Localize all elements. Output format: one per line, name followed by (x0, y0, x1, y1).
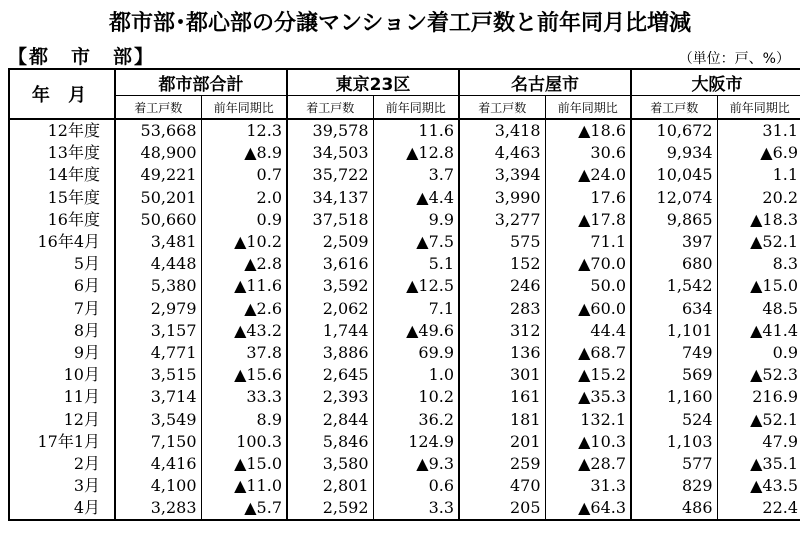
table-row (9, 431, 800, 453)
row-label: 6月 (9, 275, 115, 297)
starts-cell: 4,100 (115, 475, 201, 497)
yoy-cell: ▲35.1 (717, 453, 800, 475)
table-row (9, 187, 800, 209)
table-row (9, 475, 800, 497)
starts-cell: 5,380 (115, 275, 201, 297)
starts-cell: 1,542 (631, 275, 717, 297)
yoy-cell: 216.9 (717, 386, 800, 408)
yoy-cell: 0.9 (201, 209, 287, 231)
yoy-cell: ▲2.8 (201, 253, 287, 275)
sub-header-starts: 着工戸数 (459, 96, 545, 120)
group-header-total: 都市部合計 (115, 69, 287, 96)
yoy-cell: ▲6.9 (717, 142, 800, 164)
yoy-cell: 3.3 (373, 497, 459, 520)
starts-cell: 283 (459, 298, 545, 320)
yoy-cell: 20.2 (717, 187, 800, 209)
starts-cell: 50,201 (115, 187, 201, 209)
yoy-cell: 48.5 (717, 298, 800, 320)
sub-header-yoy: 前年同期比 (373, 96, 459, 120)
table-row (9, 408, 800, 430)
yoy-cell: 17.6 (545, 187, 631, 209)
starts-cell: 259 (459, 453, 545, 475)
section-label: 【都 市 部】 (8, 46, 156, 68)
yoy-cell: 3.7 (373, 164, 459, 186)
starts-cell: 680 (631, 253, 717, 275)
starts-cell: 181 (459, 408, 545, 430)
starts-cell: 4,771 (115, 342, 201, 364)
sub-header-starts: 着工戸数 (631, 96, 717, 120)
yoy-cell: 0.7 (201, 164, 287, 186)
yoy-cell: 5.1 (373, 253, 459, 275)
yoy-cell: 1.1 (717, 164, 800, 186)
table-row (9, 453, 800, 475)
yoy-cell: ▲11.0 (201, 475, 287, 497)
yoy-cell: ▲2.6 (201, 298, 287, 320)
yoy-cell: ▲41.4 (717, 320, 800, 342)
starts-cell: 470 (459, 475, 545, 497)
sub-header-starts: 着工戸数 (287, 96, 373, 120)
yoy-cell: ▲18.6 (545, 119, 631, 142)
starts-cell: 2,592 (287, 497, 373, 520)
row-label: 17年1月 (9, 431, 115, 453)
row-label: 10月 (9, 364, 115, 386)
yoy-cell: 9.9 (373, 209, 459, 231)
group-header-nagoya: 名古屋市 (459, 69, 631, 96)
row-label: 11月 (9, 386, 115, 408)
yoy-cell: 124.9 (373, 431, 459, 453)
yoy-cell: 33.3 (201, 386, 287, 408)
table-row (9, 209, 800, 231)
starts-cell: 39,578 (287, 119, 373, 142)
starts-cell: 634 (631, 298, 717, 320)
table-row (9, 142, 800, 164)
starts-cell: 12,074 (631, 187, 717, 209)
page-title: 都市部･都心部の分譲マンション着工戸数と前年同月比増減 (108, 11, 691, 36)
starts-cell: 1,160 (631, 386, 717, 408)
row-label: 5月 (9, 253, 115, 275)
yoy-cell: ▲10.3 (545, 431, 631, 453)
starts-cell: 7,150 (115, 431, 201, 453)
starts-cell: 3,394 (459, 164, 545, 186)
starts-cell: 2,979 (115, 298, 201, 320)
starts-cell: 829 (631, 475, 717, 497)
starts-cell: 3,481 (115, 231, 201, 253)
yoy-cell: 50.0 (545, 275, 631, 297)
yoy-cell: 69.9 (373, 342, 459, 364)
starts-cell: 34,137 (287, 187, 373, 209)
yoy-cell: 44.4 (545, 320, 631, 342)
table-row (9, 253, 800, 275)
table-row (9, 386, 800, 408)
yoy-cell: ▲35.3 (545, 386, 631, 408)
table-row (9, 275, 800, 297)
yoy-cell: ▲68.7 (545, 342, 631, 364)
yoy-cell: 71.1 (545, 231, 631, 253)
starts-cell: 161 (459, 386, 545, 408)
starts-cell: 2,509 (287, 231, 373, 253)
sub-header-yoy: 前年同期比 (717, 96, 800, 120)
starts-cell: 4,416 (115, 453, 201, 475)
starts-cell: 3,515 (115, 364, 201, 386)
starts-cell: 2,645 (287, 364, 373, 386)
starts-cell: 50,660 (115, 209, 201, 231)
yoy-cell: ▲18.3 (717, 209, 800, 231)
housing-starts-table (8, 68, 800, 521)
table-row (9, 231, 800, 253)
yoy-cell: 8.9 (201, 408, 287, 430)
yoy-cell: ▲15.2 (545, 364, 631, 386)
yoy-cell: 30.6 (545, 142, 631, 164)
table-row (9, 298, 800, 320)
row-label: 2月 (9, 453, 115, 475)
yoy-cell: ▲15.0 (201, 453, 287, 475)
starts-cell: 312 (459, 320, 545, 342)
starts-cell: 569 (631, 364, 717, 386)
starts-cell: 749 (631, 342, 717, 364)
yoy-cell: ▲4.4 (373, 187, 459, 209)
starts-cell: 9,865 (631, 209, 717, 231)
unit-note: （単位：戸、%） (678, 51, 790, 67)
row-label: 9月 (9, 342, 115, 364)
starts-cell: 48,900 (115, 142, 201, 164)
yoy-cell: ▲70.0 (545, 253, 631, 275)
yoy-cell: ▲8.9 (201, 142, 287, 164)
yoy-cell: ▲17.8 (545, 209, 631, 231)
yoy-cell: 1.0 (373, 364, 459, 386)
yoy-cell: 7.1 (373, 298, 459, 320)
group-header-tokyo: 東京23区 (287, 69, 459, 96)
yoy-cell: ▲43.2 (201, 320, 287, 342)
table-row (9, 364, 800, 386)
yoy-cell: 11.6 (373, 119, 459, 142)
starts-cell: 10,672 (631, 119, 717, 142)
yoy-cell: 31.3 (545, 475, 631, 497)
starts-cell: 2,393 (287, 386, 373, 408)
yoy-cell: 31.1 (717, 119, 800, 142)
starts-cell: 3,714 (115, 386, 201, 408)
yoy-cell: ▲5.7 (201, 497, 287, 520)
starts-cell: 524 (631, 408, 717, 430)
starts-cell: 3,549 (115, 408, 201, 430)
starts-cell: 2,801 (287, 475, 373, 497)
yoy-cell: 2.0 (201, 187, 287, 209)
yoy-cell: ▲10.2 (201, 231, 287, 253)
sub-header-yoy: 前年同期比 (201, 96, 287, 120)
yoy-cell: ▲49.6 (373, 320, 459, 342)
starts-cell: 1,744 (287, 320, 373, 342)
starts-cell: 201 (459, 431, 545, 453)
starts-cell: 486 (631, 497, 717, 520)
table-body (9, 119, 800, 520)
table-row (9, 342, 800, 364)
starts-cell: 49,221 (115, 164, 201, 186)
starts-cell: 4,448 (115, 253, 201, 275)
starts-cell: 3,418 (459, 119, 545, 142)
yoy-cell: 0.6 (373, 475, 459, 497)
starts-cell: 205 (459, 497, 545, 520)
sub-header-row (9, 96, 800, 120)
starts-cell: 4,463 (459, 142, 545, 164)
yoy-cell: 132.1 (545, 408, 631, 430)
starts-cell: 3,886 (287, 342, 373, 364)
table-row (9, 119, 800, 142)
yoy-cell: 8.3 (717, 253, 800, 275)
starts-cell: 2,062 (287, 298, 373, 320)
group-header-osaka: 大阪市 (631, 69, 800, 96)
table-row (9, 164, 800, 186)
starts-cell: 34,503 (287, 142, 373, 164)
yoy-cell: ▲24.0 (545, 164, 631, 186)
starts-cell: 301 (459, 364, 545, 386)
row-label: 12月 (9, 408, 115, 430)
yoy-cell: ▲15.0 (717, 275, 800, 297)
row-label: 15年度 (9, 187, 115, 209)
row-label: 3月 (9, 475, 115, 497)
row-label: 8月 (9, 320, 115, 342)
yoy-cell: ▲52.3 (717, 364, 800, 386)
row-label: 16年4月 (9, 231, 115, 253)
starts-cell: 3,990 (459, 187, 545, 209)
starts-cell: 5,846 (287, 431, 373, 453)
yoy-cell: ▲12.5 (373, 275, 459, 297)
starts-cell: 3,616 (287, 253, 373, 275)
starts-cell: 3,580 (287, 453, 373, 475)
starts-cell: 53,668 (115, 119, 201, 142)
yoy-cell: ▲15.6 (201, 364, 287, 386)
yoy-cell: 0.9 (717, 342, 800, 364)
starts-cell: 37,518 (287, 209, 373, 231)
yoy-cell: ▲28.7 (545, 453, 631, 475)
table-row (9, 320, 800, 342)
starts-cell: 3,157 (115, 320, 201, 342)
yoy-cell: 22.4 (717, 497, 800, 520)
yoy-cell: ▲7.5 (373, 231, 459, 253)
yoy-cell: 47.9 (717, 431, 800, 453)
starts-cell: 3,277 (459, 209, 545, 231)
yoy-cell: ▲12.8 (373, 142, 459, 164)
starts-cell: 9,934 (631, 142, 717, 164)
row-label: 4月 (9, 497, 115, 520)
starts-cell: 10,045 (631, 164, 717, 186)
yoy-cell: 10.2 (373, 386, 459, 408)
yoy-cell: 37.8 (201, 342, 287, 364)
yoy-cell: ▲11.6 (201, 275, 287, 297)
yoy-cell: ▲52.1 (717, 408, 800, 430)
yoy-cell: 36.2 (373, 408, 459, 430)
row-label: 16年度 (9, 209, 115, 231)
row-label: 7月 (9, 298, 115, 320)
row-label: 14年度 (9, 164, 115, 186)
starts-cell: 1,101 (631, 320, 717, 342)
yoy-cell: ▲60.0 (545, 298, 631, 320)
yoy-cell: 100.3 (201, 431, 287, 453)
year-month-header: 年 月 (9, 69, 115, 119)
table-row (9, 497, 800, 520)
sub-header-yoy: 前年同期比 (545, 96, 631, 120)
yoy-cell: ▲64.3 (545, 497, 631, 520)
starts-cell: 577 (631, 453, 717, 475)
starts-cell: 152 (459, 253, 545, 275)
starts-cell: 575 (459, 231, 545, 253)
yoy-cell: ▲43.5 (717, 475, 800, 497)
yoy-cell: ▲52.1 (717, 231, 800, 253)
starts-cell: 3,283 (115, 497, 201, 520)
starts-cell: 1,103 (631, 431, 717, 453)
yoy-cell: ▲9.3 (373, 453, 459, 475)
starts-cell: 3,592 (287, 275, 373, 297)
yoy-cell: 12.3 (201, 119, 287, 142)
starts-cell: 136 (459, 342, 545, 364)
starts-cell: 246 (459, 275, 545, 297)
row-label: 12年度 (9, 119, 115, 142)
starts-cell: 2,844 (287, 408, 373, 430)
group-header-row (9, 69, 800, 96)
starts-cell: 397 (631, 231, 717, 253)
starts-cell: 35,722 (287, 164, 373, 186)
sub-header-starts: 着工戸数 (115, 96, 201, 120)
row-label: 13年度 (9, 142, 115, 164)
